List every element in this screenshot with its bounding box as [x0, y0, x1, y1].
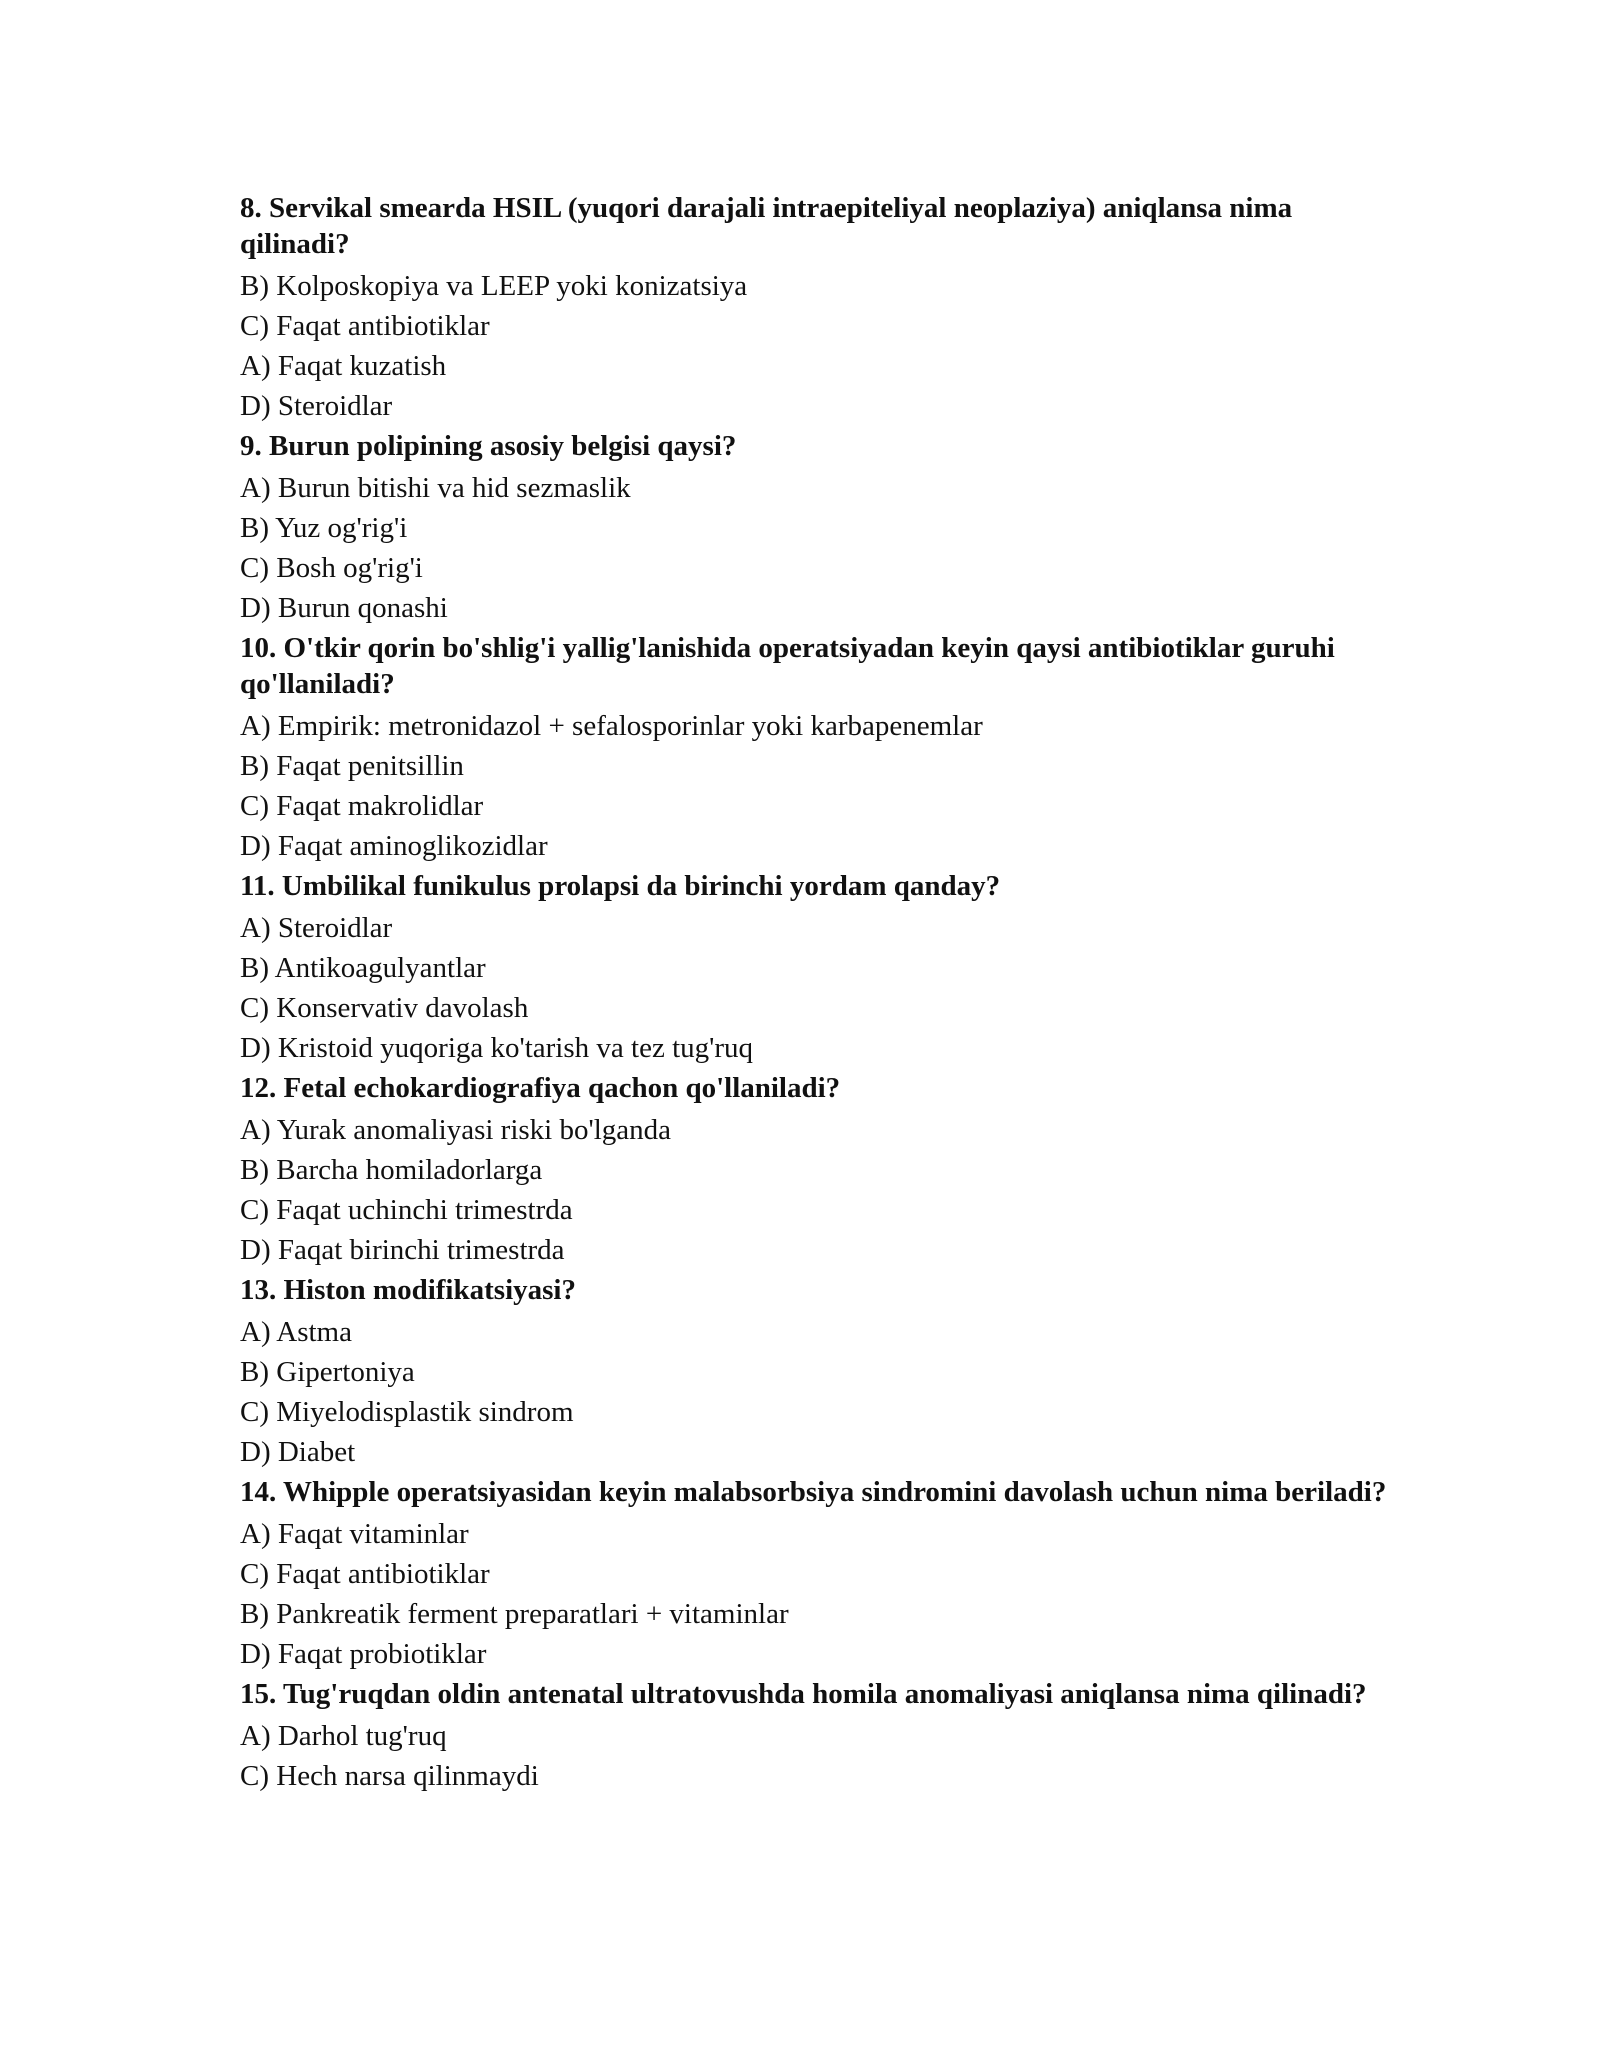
answer-option: B) Yuz og'rig'i — [240, 512, 408, 544]
answer-option: D) Kristoid yuqoriga ko'tarish va tez tug'ruq — [240, 1032, 754, 1064]
answer-option: B) Kolposkopiya va LEEP yoki konizatsiya — [240, 270, 748, 302]
answer-option: C) Konservativ davolash — [240, 992, 529, 1024]
answer-option: B) Faqat penitsillin — [240, 750, 464, 782]
answer-option: A) Astma — [240, 1316, 352, 1348]
question-text: 15. Tug'ruqdan oldin antenatal ultratovushda homila anomaliyasi aniqlansa nima qilinadi? — [240, 1678, 1367, 1710]
answer-option: D) Faqat birinchi trimestrda — [240, 1234, 565, 1266]
question-text: 12. Fetal echokardiografiya qachon qo'llaniladi? — [240, 1072, 841, 1104]
question-text: 8. Servikal smearda HSIL (yuqori darajali intraepiteliyal neoplaziya) aniqlansa nima qilinadi? — [240, 192, 1293, 260]
question-text: 10. O'tkir qorin bo'shlig'i yallig'lanishida operatsiyadan keyin qaysi antibiotiklar guruhi qo'llaniladi? — [240, 632, 1335, 700]
answer-option: C) Miyelodisplastik sindrom — [240, 1396, 574, 1428]
answer-option: C) Faqat antibiotiklar — [240, 1558, 490, 1590]
answer-option: C) Bosh og'rig'i — [240, 552, 423, 584]
answer-option: B) Gipertoniya — [240, 1356, 415, 1388]
question-text: 11. Umbilikal funikulus prolapsi da birinchi yordam qanday? — [240, 870, 1001, 902]
question-text: 13. Histon modifikatsiyasi? — [240, 1274, 576, 1306]
answer-option: D) Burun qonashi — [240, 592, 448, 624]
question-list — [240, 188, 1390, 1796]
answer-option: B) Antikoagulyantlar — [240, 952, 486, 984]
answer-option: D) Faqat aminoglikozidlar — [240, 830, 548, 862]
answer-option: A) Darhol tug'ruq — [240, 1720, 447, 1752]
question-text: 14. Whipple operatsiyasidan keyin malabsorbsiya sindromini davolash uchun nima beriladi? — [240, 1476, 1387, 1508]
answer-option: C) Faqat antibiotiklar — [240, 310, 490, 342]
answer-option: A) Empirik: metronidazol + sefalosporinlar yoki karbapenemlar — [240, 710, 983, 742]
answer-option: A) Burun bitishi va hid sezmaslik — [240, 472, 631, 504]
answer-option: B) Pankreatik ferment preparatlari + vitaminlar — [240, 1598, 789, 1630]
answer-option: A) Faqat kuzatish — [240, 350, 447, 382]
answer-option: A) Steroidlar — [240, 912, 393, 944]
answer-option: D) Diabet — [240, 1436, 356, 1468]
answer-option: A) Yurak anomaliyasi riski bo'lganda — [240, 1114, 671, 1146]
answer-option: C) Faqat makrolidlar — [240, 790, 484, 822]
answer-option: B) Barcha homiladorlarga — [240, 1154, 543, 1186]
answer-option: C) Hech narsa qilinmaydi — [240, 1760, 539, 1792]
answer-option: C) Faqat uchinchi trimestrda — [240, 1194, 573, 1226]
answer-option: D) Faqat probiotiklar — [240, 1638, 487, 1670]
answer-option: A) Faqat vitaminlar — [240, 1518, 469, 1550]
question-text: 9. Burun polipining asosiy belgisi qaysi? — [240, 430, 737, 462]
answer-option: D) Steroidlar — [240, 390, 393, 422]
